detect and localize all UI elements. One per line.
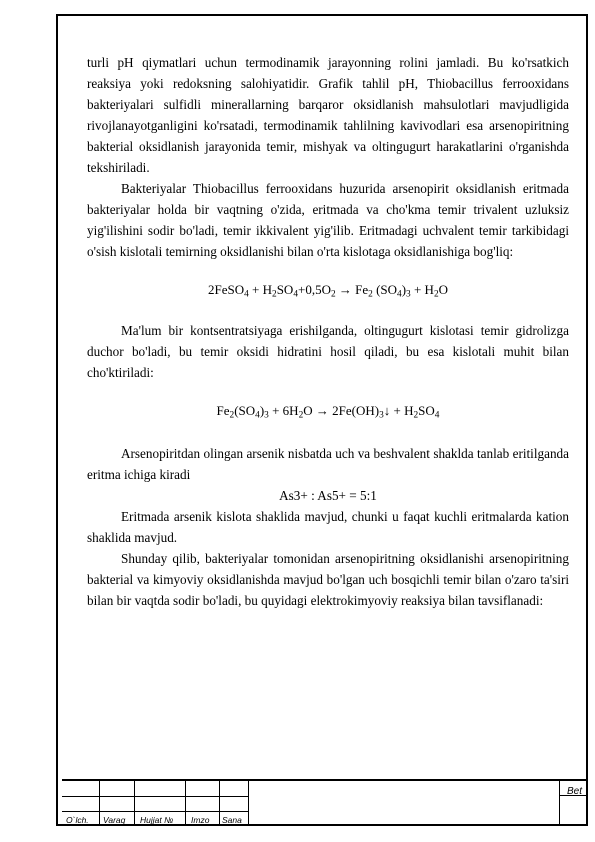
paragraph-6: Shunday qilib, bakteriyalar tomonidan arsenopiritning oksidlanishi arsenopiritning bakterial va kimyoviy oksidlanishda mavjud bo'lgan uch bosqichli temir bilan o'zaro ta'siri bilan bir vaqtda sodir bo'ladi, bu quyidagi elektrokimyoviy reaksiya bilan tavsiflanadi:: [87, 551, 569, 608]
title-block-col-line: [219, 781, 220, 826]
title-block-row-line: [62, 811, 248, 812]
paragraph-1: turli pH qiymatlari uchun termodinamik jarayonning rolini jamladi. Bu ko'rsatkich reaksiya yoki redoksning salohiyatidir. Grafik tahlil pH, Thiobacillus ferrooxidans bakteriyalari sulfidli minerallarning barqaror oksidlanish mahsulotlari mavjudligida rivojlanayotganligini ko'rsatadi, termodinamik tahlilning kavivodlari esa arsenopiritning bakterial oksidlanish jarayonida temir, mishyak va oltingugurt harakatlarini o'rganishda tekshiriladi.: [87, 55, 569, 175]
reaction-equation-1: 2FeSO$_4$ + $H_2SO_4+0,5O_2 \to Fe_2$ $(SO_4)_3 + H_2O$: [207, 282, 448, 300]
title-block: [62, 779, 588, 826]
paragraph-4: Arsenopiritdan olingan arsenik nisbatda uch va beshvalent shaklda tanlab eritilganda eritma ichiga kiradi: [87, 446, 569, 482]
title-block-col-line: [134, 781, 135, 826]
title-block-col-line: [185, 781, 186, 826]
label-sana: Sana: [222, 815, 242, 825]
title-block-col-line: [99, 781, 100, 826]
document-body: [87, 52, 569, 611]
label-imzo: Imzo: [191, 815, 210, 825]
paragraph-3: Ma'lum bir kontsentratsiyaga erishilganda, oltingugurt kislotasi temir gidrolizga duchor bo'ladi, bu temir oksidi hidratini hosil qiladi, bu esa kislotali muhit bilan cho'ktiriladi:: [87, 323, 569, 380]
label-olch: O`lch.: [66, 815, 89, 825]
label-bet: Bet: [566, 786, 582, 797]
title-block-row-line: [62, 796, 248, 797]
arsenic-ratio: As3+ : As5+ = 5:1: [279, 488, 377, 503]
label-varaq: Varaq: [103, 815, 126, 825]
title-block-col-line: [248, 781, 249, 826]
title-block-col-line: [559, 781, 560, 826]
reaction-equation-2: $Fe_2(SO_4)_3 + 6H_2O$ → $2Fe(OH)_3↓ + H_2SO_4$: [216, 403, 440, 421]
paragraph-5: Eritmada arsenik kislota shaklida mavjud, chunki u faqat kuchli eritmalarda kation shaklida mavjud.: [87, 509, 569, 545]
label-hujjat: Hujjat №: [140, 815, 174, 825]
paragraph-2: Bakteriyalar Thiobacillus ferrooxidans huzurida arsenopirit oksidlanish eritmada bakteriyalar holda bir vaqtning o'zida, eritmada va cho'kma temir trivalent uzluksiz yig'ilishini sodir bo'ladi, temir ikkivalent yig'ilib. Eritmadagi uchvalent temir tarkibidagi o'sish kislotali temirning oksidlanishi bilan o'rta kislotaga oksidlanishiga bog'liq:: [87, 181, 569, 259]
